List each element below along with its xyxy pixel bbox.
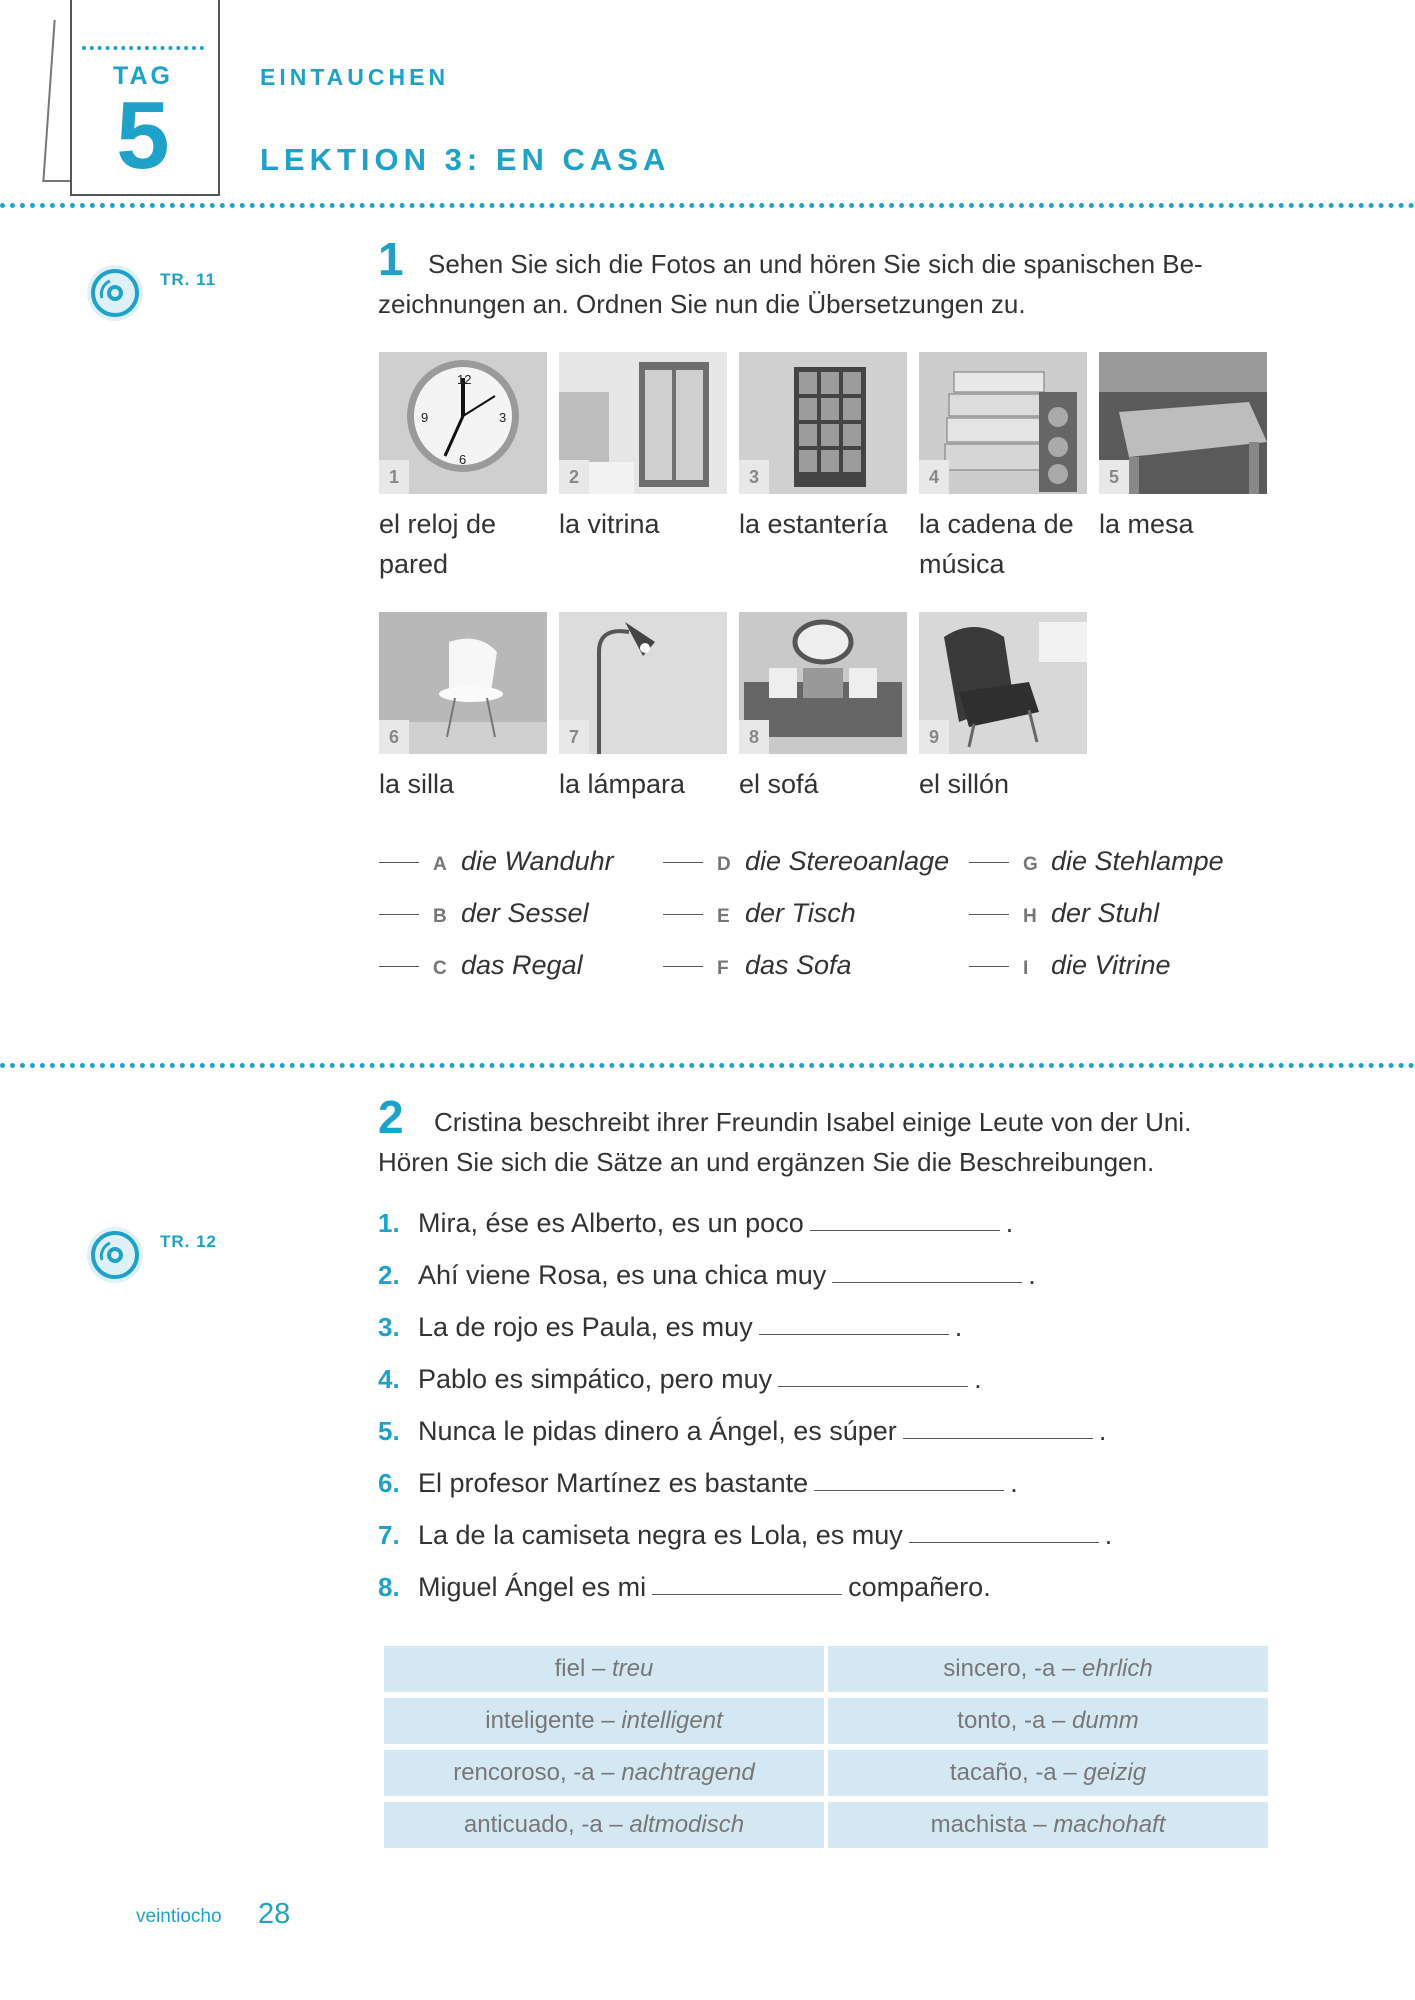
- answer-blank[interactable]: [778, 1386, 968, 1387]
- page-number: 28: [258, 1898, 291, 1930]
- match-item[interactable]: G die Stehlampe: [969, 846, 1224, 877]
- match-item[interactable]: I die Vitrine: [969, 950, 1171, 981]
- section-title: EINTAUCHEN: [260, 64, 450, 90]
- vocab-cell: tacaño, -a – geizig: [828, 1750, 1268, 1796]
- answer-blank[interactable]: [652, 1594, 842, 1595]
- photo-number: 8: [739, 720, 769, 754]
- match-item[interactable]: H der Stuhl: [969, 898, 1159, 929]
- instruction-line: Hören Sie sich die Sätze an und ergänzen Sie die Beschreibungen.: [378, 1147, 1155, 1177]
- vocab-cell: inteligente – intelligent: [384, 1698, 824, 1744]
- answer-blank[interactable]: [663, 914, 703, 915]
- photo-number: 2: [559, 460, 589, 494]
- answer-blank[interactable]: [379, 914, 419, 915]
- photo-caption: la vitrina: [559, 509, 660, 539]
- tab-day-number: 5: [116, 82, 170, 189]
- svg-text:6: 6: [459, 452, 467, 467]
- vocab-cell: machista – machohaft: [828, 1802, 1268, 1848]
- photo-number: 7: [559, 720, 589, 754]
- answer-blank[interactable]: [814, 1490, 1004, 1491]
- lesson-title: LEKTION 3: EN CASA: [260, 142, 671, 177]
- photo-caption: la estantería: [739, 509, 888, 539]
- exercise-number: 1: [378, 233, 404, 285]
- sentence-item: 6. El profesor Martínez es bastante .: [378, 1468, 1018, 1498]
- audio-cd-icon[interactable]: [86, 1226, 144, 1284]
- answer-blank[interactable]: [832, 1282, 1022, 1283]
- instruction-line: Sehen Sie sich die Fotos an und hören Sie sich die spanischen Be-: [428, 249, 1203, 279]
- tab-dotted-divider: [82, 46, 204, 50]
- sentence-item: 1. Mira, ése es Alberto, es un poco .: [378, 1208, 1014, 1238]
- answer-blank[interactable]: [663, 862, 703, 863]
- sentence-item: 2. Ahí viene Rosa, es una chica muy .: [378, 1260, 1036, 1290]
- photo-number: 4: [919, 460, 949, 494]
- vocab-cell: tonto, -a – dumm: [828, 1698, 1268, 1744]
- match-item[interactable]: D die Stereoanlage: [663, 846, 949, 877]
- section-divider: [0, 1063, 1415, 1068]
- sentence-item: 5. Nunca le pidas dinero a Ángel, es súper .: [378, 1416, 1107, 1446]
- match-item[interactable]: F das Sofa: [663, 950, 852, 981]
- photo-caption: la mesa: [1099, 509, 1194, 539]
- track-label: TR. 11: [160, 270, 217, 289]
- header-divider: [0, 203, 1415, 208]
- vocab-cell: anticuado, -a – altmodisch: [384, 1802, 824, 1848]
- answer-blank[interactable]: [810, 1230, 1000, 1231]
- match-item[interactable]: E der Tisch: [663, 898, 856, 929]
- tab-label: TAG: [113, 62, 173, 90]
- answer-blank[interactable]: [903, 1438, 1093, 1439]
- match-item[interactable]: B der Sessel: [379, 898, 589, 929]
- answer-blank[interactable]: [663, 966, 703, 967]
- track-label: TR. 12: [160, 1232, 218, 1251]
- answer-blank[interactable]: [379, 862, 419, 863]
- answer-blank[interactable]: [379, 966, 419, 967]
- answer-blank[interactable]: [969, 914, 1009, 915]
- photo-number: 1: [379, 460, 409, 494]
- vocab-cell: sincero, -a – ehrlich: [828, 1646, 1268, 1692]
- page-number-word: veintiocho: [136, 1906, 222, 1927]
- svg-text:12: 12: [457, 372, 472, 387]
- answer-blank[interactable]: [969, 966, 1009, 967]
- photo-caption: el reloj de pared: [379, 509, 497, 579]
- answer-blank[interactable]: [909, 1542, 1099, 1543]
- svg-text:3: 3: [499, 410, 507, 425]
- answer-blank[interactable]: [969, 862, 1009, 863]
- exercise-number: 2: [378, 1091, 404, 1143]
- vocab-cell: rencoroso, -a – nachtragend: [384, 1750, 824, 1796]
- match-item[interactable]: C das Regal: [379, 950, 583, 981]
- instruction-line: zeichnungen an. Ordnen Sie nun die Übersetzungen zu.: [378, 289, 1026, 319]
- photo-caption: el sofá: [739, 769, 819, 799]
- photo-caption: la cadena de música: [919, 509, 1074, 579]
- photo-number: 5: [1099, 460, 1129, 494]
- photo-number: 9: [919, 720, 949, 754]
- answer-blank[interactable]: [759, 1334, 949, 1335]
- instruction-line: Cristina beschreibt ihrer Freundin Isabel einige Leute von der Uni.: [434, 1107, 1192, 1137]
- sentence-item: 8. Miguel Ángel es mi compañero.: [378, 1572, 991, 1602]
- svg-text:9: 9: [421, 410, 429, 425]
- sentence-item: 7. La de la camiseta negra es Lola, es muy .: [378, 1520, 1113, 1550]
- photo-caption: la lámpara: [559, 769, 686, 799]
- photo-caption: la silla: [379, 769, 455, 799]
- sentence-item: 3. La de rojo es Paula, es muy .: [378, 1312, 963, 1342]
- audio-cd-icon[interactable]: [86, 264, 144, 322]
- match-item[interactable]: A die Wanduhr: [379, 846, 614, 877]
- photo-number: 6: [379, 720, 409, 754]
- photo-number: 3: [739, 460, 769, 494]
- photo-caption: el sillón: [919, 769, 1010, 799]
- vocab-cell: fiel – treu: [384, 1646, 824, 1692]
- sentence-item: 4. Pablo es simpático, pero muy .: [378, 1364, 982, 1394]
